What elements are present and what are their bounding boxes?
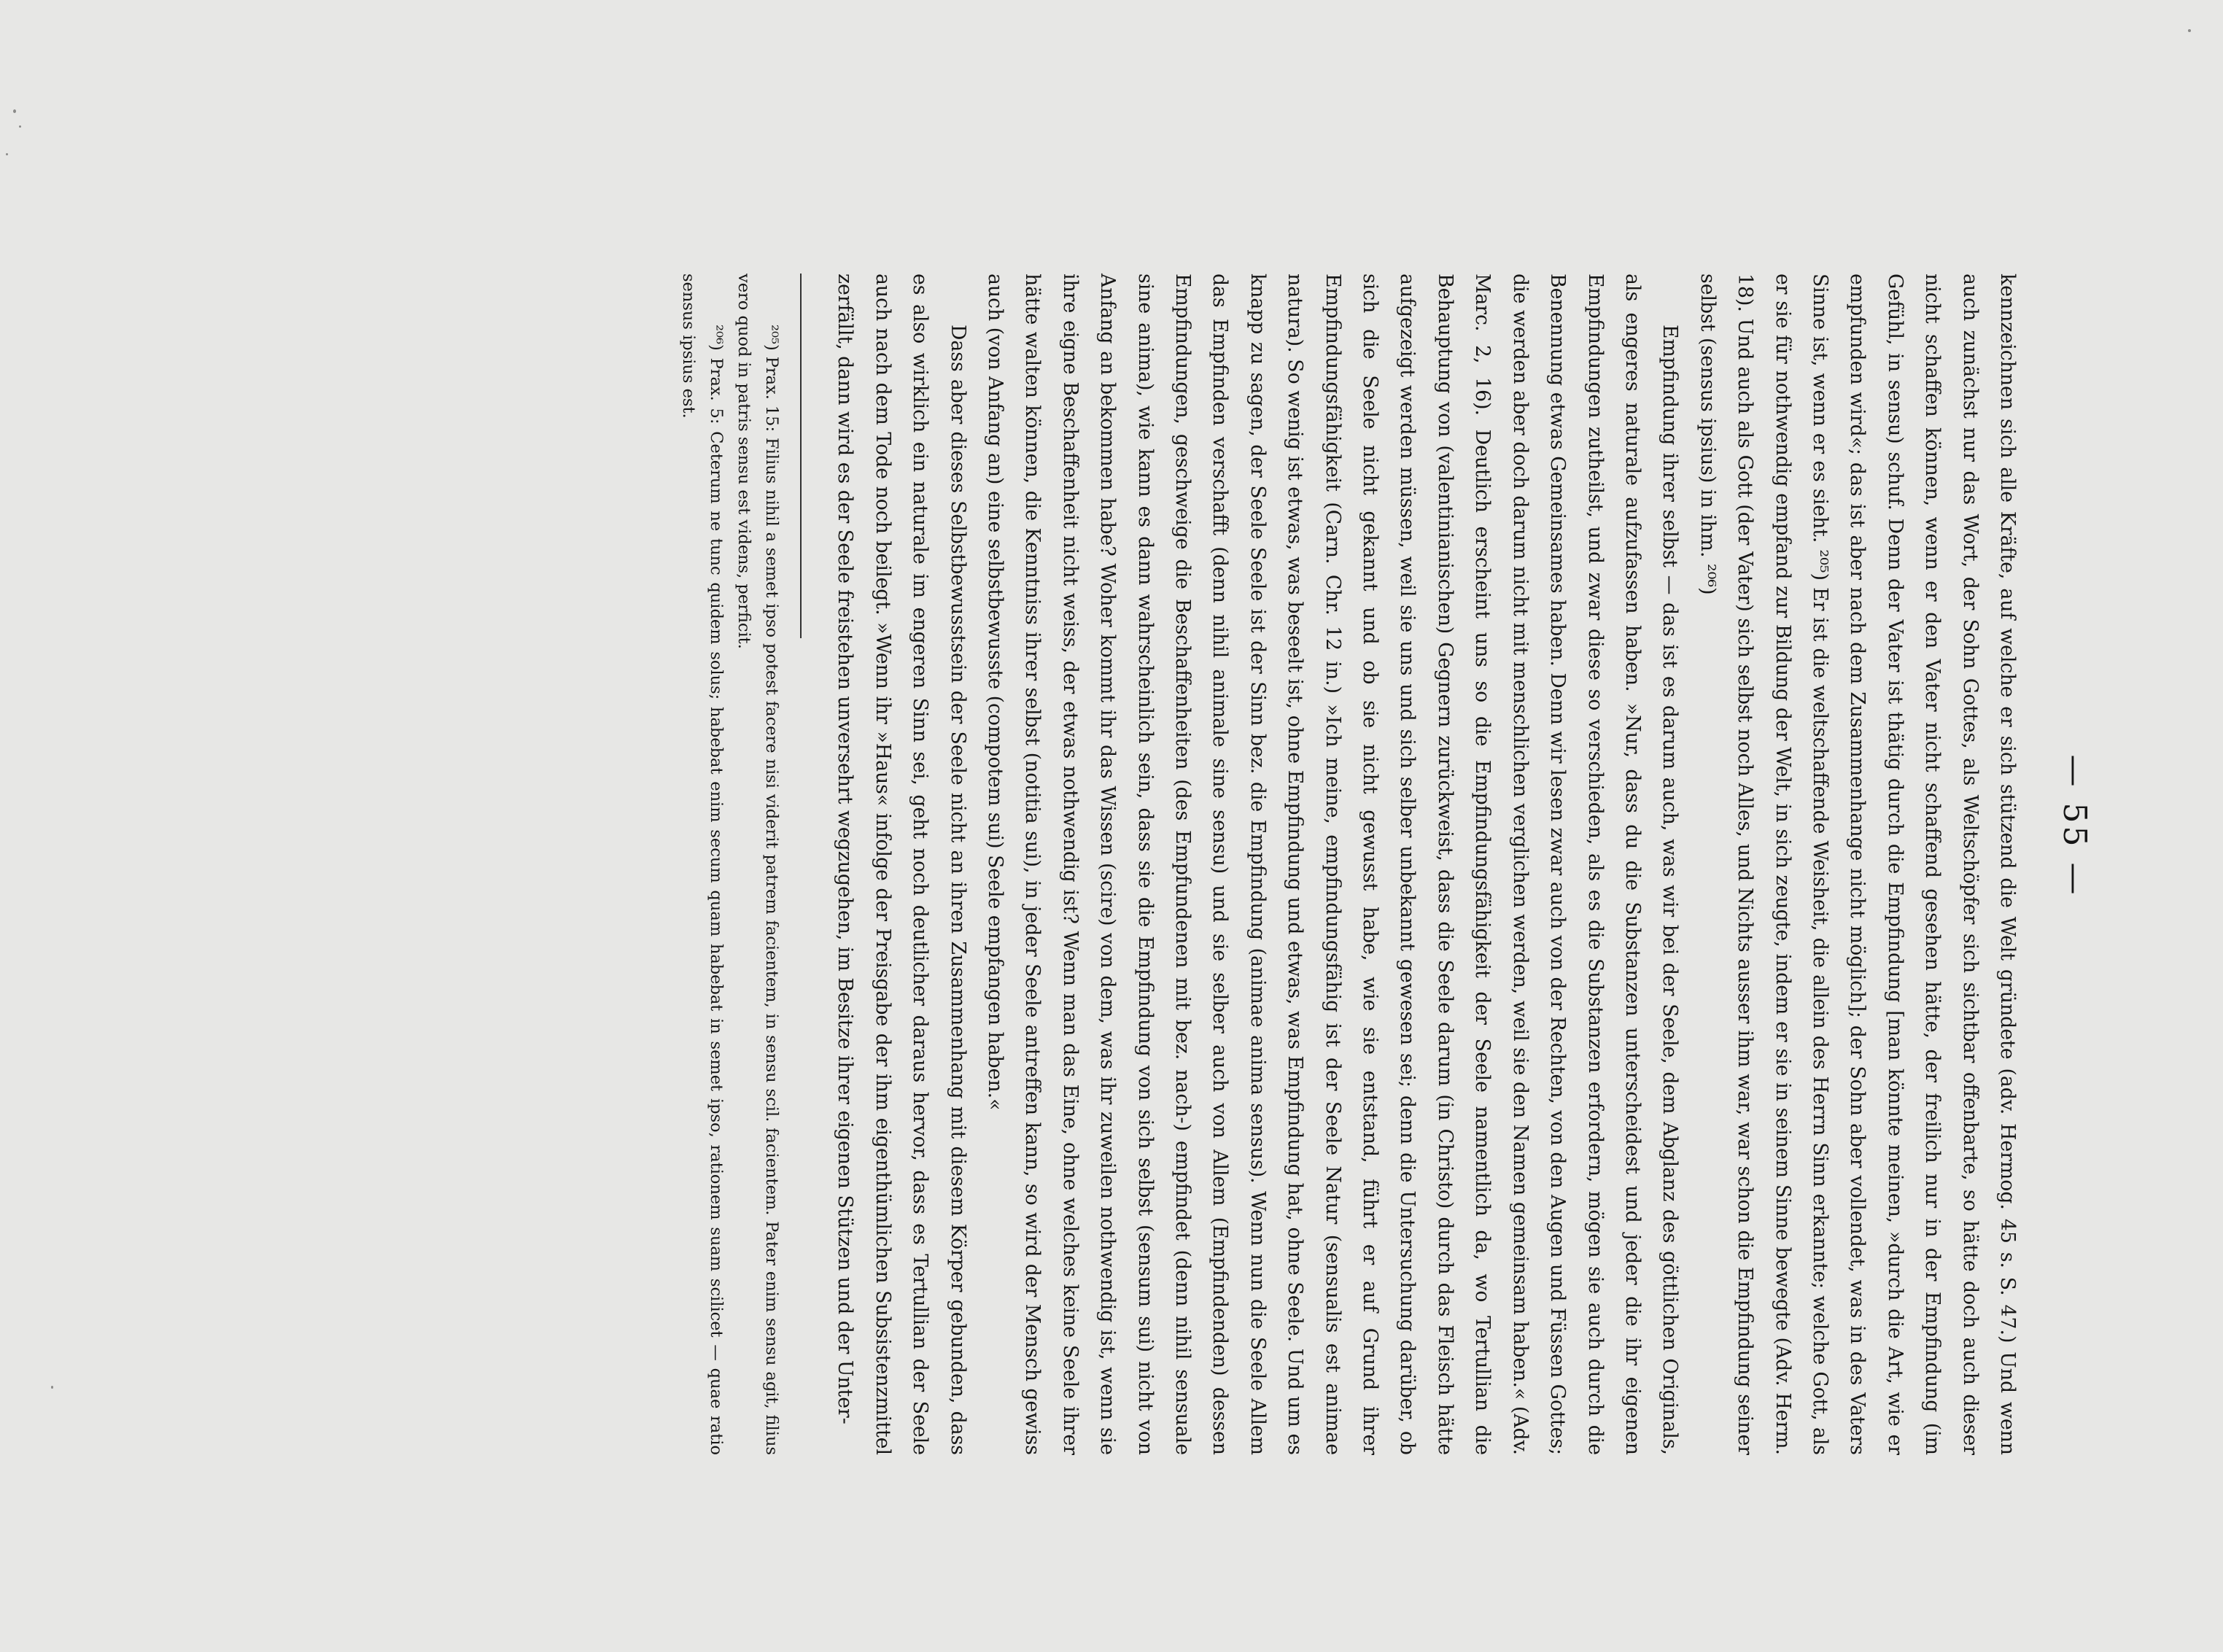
paragraph: Empfindung ihrer selbst — das ist es darum auch, was wir bei der Seele, dem Abglanz des göttlichen Originals, als engeres naturale aufzufassen haben. »Nur, dass du die Substanzen unterscheidest und jeder die ihr eigenen Empfindungen zutheilst, und zwar diese so verschieden, als es die Substanzen erfordern, mögen sie auch durch die Benennung etwas Gemeinsames haben. Denn wir lesen zwar auch von der Rechten, von den Augen und Füssen Gottes; die werden aber doch darum nicht mit menschlichen verglichen werden, weil sie den Namen gemeinsam haben.« (Adv. Marc. 2, 16). Deutlich erscheint uns so die Empfindungsfähigkeit der Seele namentlich da, wo Tertullian die Behauptung von (valentinianischen) Gegnern zurückweist, dass die Seele darum (in Christo) durch das Fleisch hätte aufgezeigt werden müssen, weil sie uns und sich selber unbekannt gewesen sei; denn die Untersuchung darüber, ob sich die Seele nicht gekannt und ob sie nicht gewusst habe, wie sie entstand, führt er auf Grund ihrer Empfindungsfähigkeit (Carn. Chr. 12 in.) »Ich meine, empfindungsfähig ist der Seele Natur (sensualis est animae natura). So wenig ist etwas, was beseelt ist, ohne Empfindung und etwas, was Empfindung hat, ohne Seele. Und um es knapp zu sagen, der Seele Seele ist der Sinn bez. die Empfindung (animae anima sensus). Wenn nun die Seele Allem das Empfinden verschafft (denn nihil animale sine sensu) und sie selber auch von Allem (Empfindenden) dessen Empfindungen, geschweige die Beschaffenheiten (des Empfundenen mit bez. nach-) empfindet (denn nihil sensuale sine anima), wie kann es dann wahrscheinlich sein, dass sie die Empfindung von sich selbst (sensum sui) nicht von Anfang an bekommen habe? Woher kommt ihr das Wissen (scire) von dem, was ihr zuweilen nothwendig ist, wenn sie ihre eigne Beschaffenheit nicht weiss, der etwas nothwendig ist? Wenn man das Eine, ohne welches keine Seele ihrer hätte walten können, die Kenntniss ihrer selbst (notitia sui), in jeder Seele antreffen kann, so wird der Mensch gewiss auch (von Anfang an) eine selbstbewusste (compotem sui) Seele empfangen haben.« bbox=[984, 274, 1682, 1455]
paragraph: kennzeichnen sich alle Kräfte, auf welche er sich stützend die Welt gründete (adv. Hermog. 45 s. S. 47.) Und wenn auch zunächst nur das Wort, der Sohn Gottes, als Weltschöpfer sich sichtbar offenbarte, so hätte doch auch dieser nicht schaffen können, wenn er den Vater nicht schaffend gesehen hätte, der freilich nur in der Empfindung (im Gefühl, in sensu) schuf. Denn der Vater ist thätig durch die Empfindung [man könnte meinen, »durch die Art, wie er empfunden wird«; das ist aber nach dem Zusammenhange nicht möglich]; der Sohn aber vollendet, was in des Vaters Sinne ist, wenn er es sieht. ²⁰⁵) Er ist die weltschaffende Weisheit, die allein des Herrn Sinn erkannte; welche Gott, als er sie für nothwendig empfand zur Bildung der Welt, in sich zeugte, indem er sie in seinem Sinne bewegte (Adv. Herm. 18). Und auch als Gott (der Vater) sich selbst noch Alles, und Nichts ausser ihm war, war schon die Empfindung seiner selbst (sensus ipsius) in ihm. ²⁰⁶) bbox=[1696, 274, 2019, 1455]
paragraph: Dass aber dieses Selbstbewusstsein der Seele nicht an ihren Zusammenhang mit diesem Körper gebunden, dass es also wirklich ein naturale im engeren Sinn sei, geht noch deutlicher daraus hervor, dass es Tertullian der Seele auch nach dem Tode noch beilegt. »Wenn ihr »Haus« infolge der Preisgabe der ihm eigenthümlichen Subsistenzmittel zerfällt, dann wird es der Seele freistehen unversehrt wegzugehen, im Besitze ihrer eigenen Stützen und der Unter- bbox=[834, 274, 969, 1455]
page-number: — 55 — bbox=[2056, 754, 2093, 898]
footnote: ²⁰⁵) Prax. 15: Filius nihil a semet ipso potest facere nisi viderit patrem facientem, in sensu scil. facientem. Pater enim sensu agit, filius vero quod in patris sensu est videns, perficit. bbox=[734, 274, 781, 1455]
footnote: ²⁰⁶) Prax. 5: Ceterum ne tunc quidem solus; habebat enim secum quam habebat in semet ipso, rationem suam scilicet — quae ratio sensus ipsius est. bbox=[679, 274, 726, 1455]
text-body bbox=[675, 274, 2026, 1455]
footnote-divider bbox=[800, 274, 802, 638]
